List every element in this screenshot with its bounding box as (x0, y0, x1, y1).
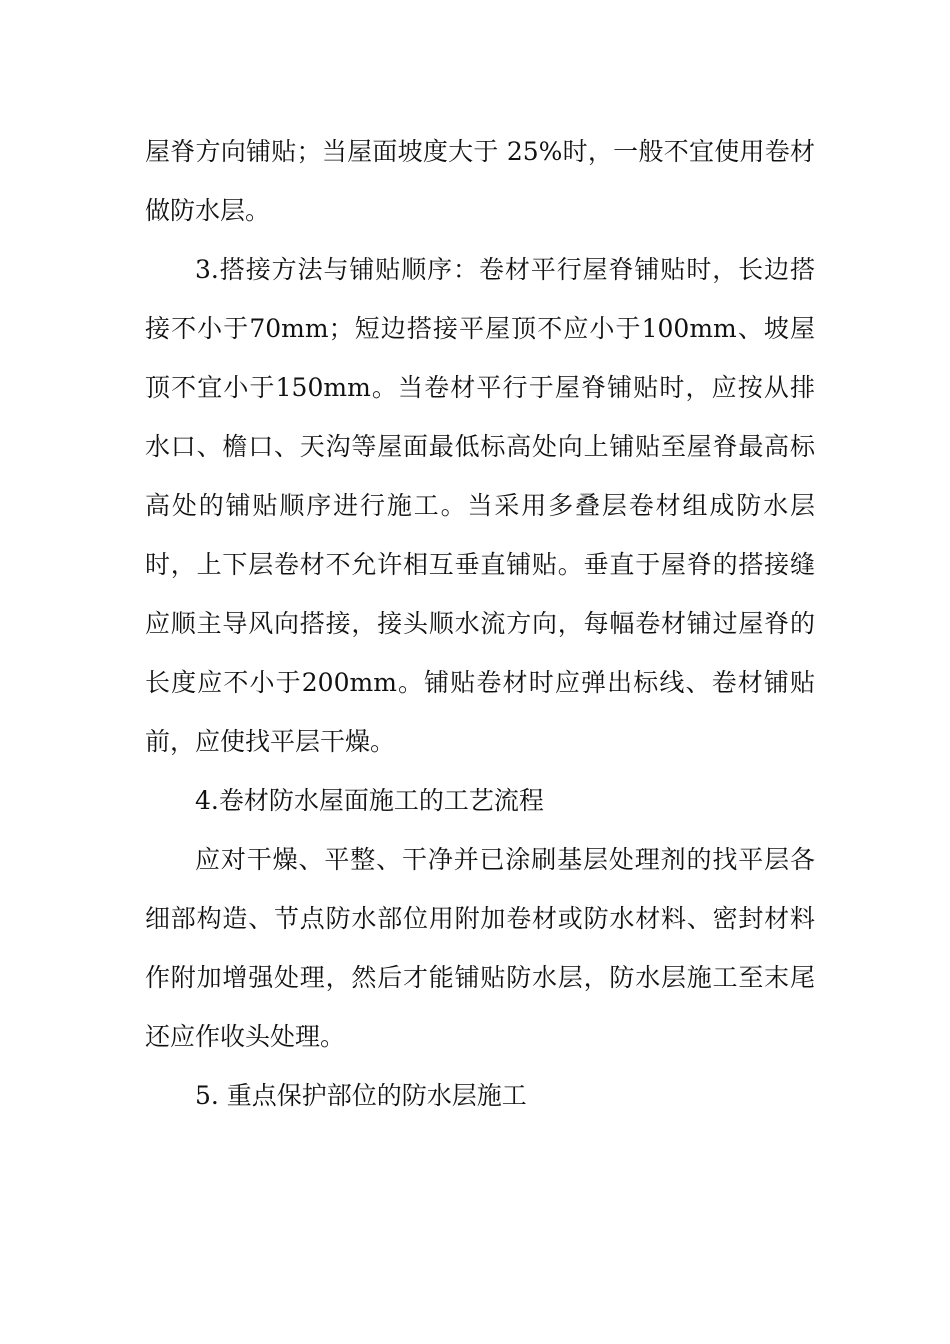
section-heading-process-flow: 4.卷材防水屋面施工的工艺流程 (195, 786, 544, 815)
document-body (145, 122, 815, 1125)
paragraph-roof-ridge-continuation: 屋脊方向铺贴；当屋面坡度大于 25%时，一般不宜使用卷材做防水层。 (145, 137, 815, 225)
paragraph-process-flow: 应对干燥、平整、干净并已涂刷基层处理剂的找平层各细部构造、节点防水部位用附加卷材或防水材料、密封材料作附加增强处理，然后才能铺贴防水层，防水层施工至末尾还应作收头处理。 (145, 845, 815, 1051)
section-heading-key-protection: 5. 重点保护部位的防水层施工 (195, 1081, 527, 1110)
paragraph-lap-method-and-sequence: 3.搭接方法与铺贴顺序：卷材平行屋脊铺贴时，长边搭接不小于70mm；短边搭接平屋顶不应小于100mm、坡屋顶不宜小于150mm。当卷材平行于屋脊铺贴时，应按从排水口、檐口、天沟等屋面最低标高处向上铺贴至屋脊最高标高处的铺贴顺序进行施工。当采用多叠层卷材组成防水层时，上下层卷材不允许相互垂直铺贴。垂直于屋脊的搭接缝应顺主导风向搭接，接头顺水流方向，每幅卷材铺过屋脊的长度应不小于200mm。铺贴卷材时应弹出标线、卷材铺贴前，应使找平层干燥。 (145, 255, 815, 756)
